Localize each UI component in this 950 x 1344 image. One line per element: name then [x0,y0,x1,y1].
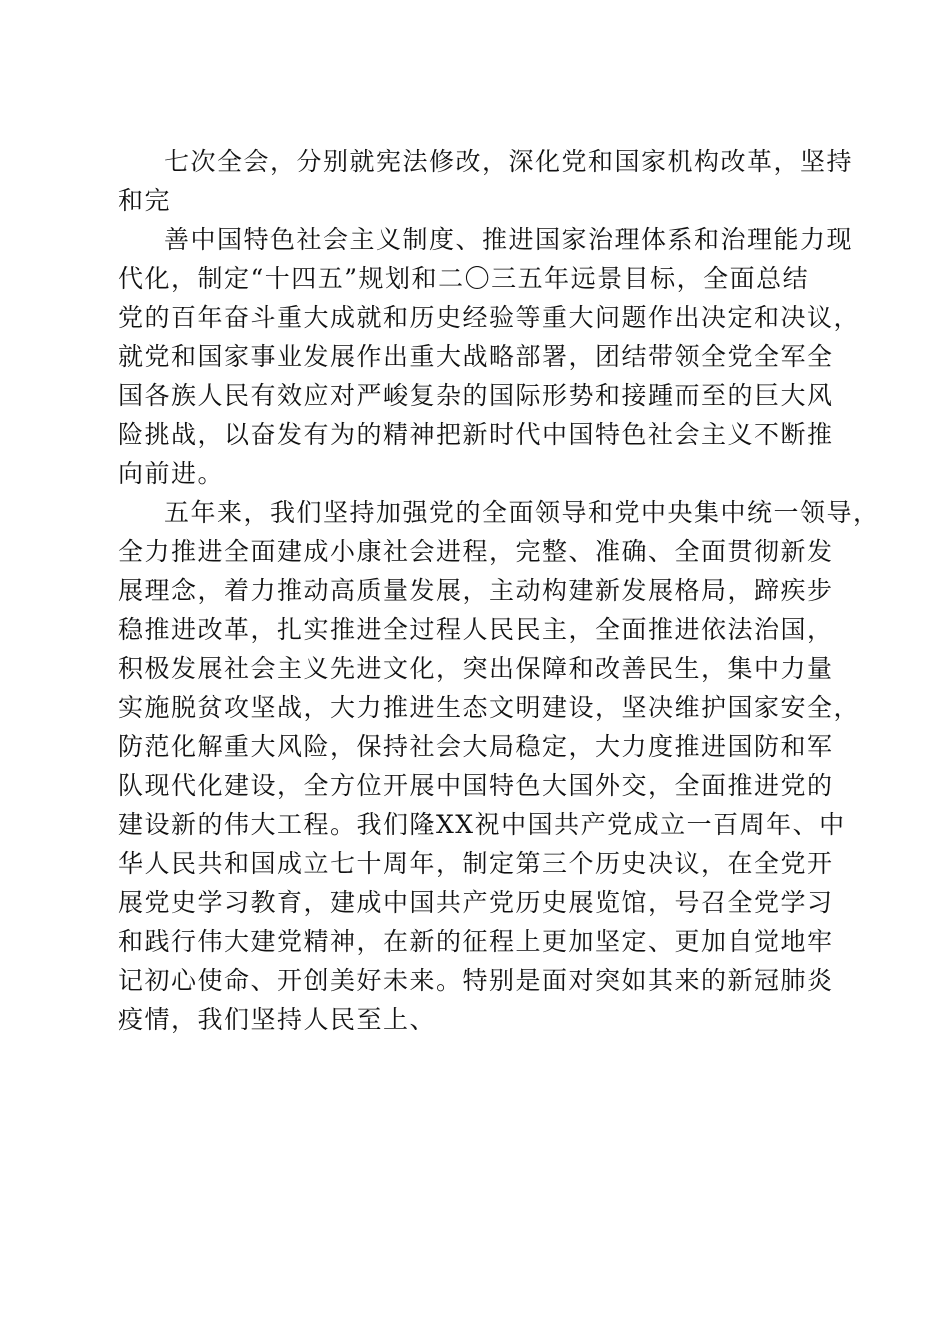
text-line: 积极发展社会主义先进文化，突出保障和改善民生，集中力量 [118,654,834,683]
text-line: 防范化解重大风险，保持社会大局稳定，大力度推进国防和军 [118,732,834,761]
text-line: 展理念，着力推动高质量发展，主动构建新发展格局，蹄疾步 [118,576,834,605]
text-line: 建设新的伟大工程。我们隆XX祝中国共产党成立一百周年、中 [118,810,846,839]
document-body [118,142,880,1039]
text-line: 和践行伟大建党精神，在新的征程上更加坚定、更加自觉地牢 [118,927,834,956]
text-line: 就党和国家事业发展作出重大战略部署，团结带领全党全军全 [118,342,834,371]
text-line: 国各族人民有效应对严峻复杂的国际形势和接踵而至的巨大风 [118,381,834,410]
text-line: 五年来，我们坚持加强党的全面领导和党中央集中统一领导， [164,498,880,527]
text-line: 善中国特色社会主义制度、推进国家治理体系和治理能力现 [164,225,854,254]
text-line: 疫情，我们坚持人民至上、 [118,1005,437,1034]
text-line: 险挑战，以奋发有为的精神把新时代中国特色社会主义不断推 [118,420,834,449]
text-line: 展党史学习教育，建成中国共产党历史展览馆，号召全党学习 [118,888,834,917]
text-line: 全力推进全面建成小康社会进程，完整、准确、全面贯彻新发 [118,537,834,566]
text-line: 党的百年奋斗重大成就和历史经验等重大问题作出决定和决议， [118,303,861,332]
text-line: 七次全会，分别就宪法修改，深化党和国家机构改革，坚持 [164,147,854,176]
text-line: 代化，制定“十四五”规划和二〇三五年远景目标，全面总结 [118,264,810,293]
text-line: 华人民共和国成立七十周年，制定第三个历史决议，在全党开 [118,849,834,878]
text-line: 队现代化建设，全方位开展中国特色大国外交，全面推进党的 [118,771,834,800]
text-line: 向前进。 [118,459,225,488]
text-line: 和完 [118,186,172,215]
text-line: 稳推进改革，扎实推进全过程人民民主，全面推进依法治国， [118,615,834,644]
text-line: 实施脱贫攻坚战，大力推进生态文明建设，坚决维护国家安全， [118,693,861,722]
text-line: 记初心使命、开创美好未来。特别是面对突如其来的新冠肺炎 [118,966,834,995]
